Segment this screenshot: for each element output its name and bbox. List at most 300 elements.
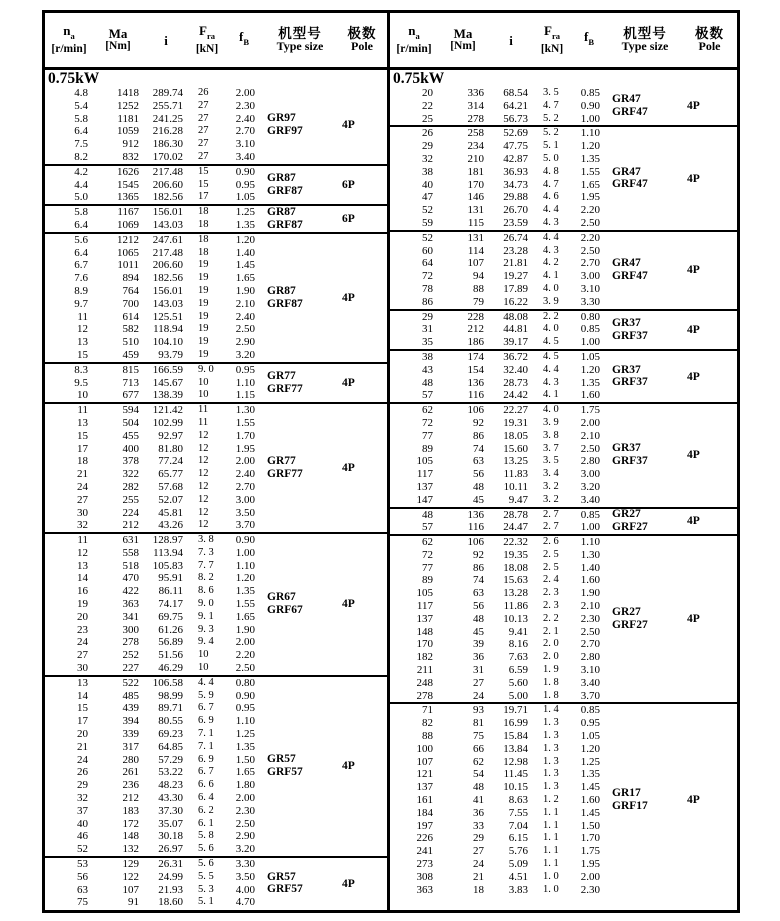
cell-fb: 0.90 xyxy=(580,99,600,112)
cell-fb: 1.45 xyxy=(235,259,255,272)
col-header-cn: 极数 xyxy=(347,26,377,41)
cell-ma: 258 xyxy=(467,127,484,140)
cell-na: 13 xyxy=(77,336,88,349)
cell-i: 52.07 xyxy=(158,493,183,506)
cell-na: 57 xyxy=(422,521,433,534)
col-header-symbol: F xyxy=(544,22,552,38)
cell-fra: 5. 9 xyxy=(198,689,214,701)
cell-fb: 3.50 xyxy=(235,870,255,883)
col-header-subscript: a xyxy=(415,31,420,42)
cell-na: 27 xyxy=(77,493,88,506)
table-row xyxy=(390,87,737,100)
cell-na: 6.7 xyxy=(74,259,88,272)
cell-i: 68.54 xyxy=(503,87,528,99)
cell-fra: 4. 4 xyxy=(543,204,559,216)
cell-i: 48.23 xyxy=(158,779,183,792)
table-row xyxy=(45,884,387,897)
cell-na: 147 xyxy=(416,493,433,506)
cell-ma: 485 xyxy=(122,689,139,702)
table-row xyxy=(390,336,737,349)
table-row xyxy=(45,715,387,728)
cell-fb: 0.95 xyxy=(580,717,600,730)
cell-ma: 170 xyxy=(467,178,484,191)
col-header-en: Type size xyxy=(621,39,669,53)
cell-ma: 48 xyxy=(473,781,484,794)
cell-i: 51.56 xyxy=(158,649,183,662)
cell-fb: 1.00 xyxy=(580,336,600,349)
cell-fra: 9. 1 xyxy=(198,610,214,622)
table-row xyxy=(390,494,737,507)
cell-fra: 9. 0 xyxy=(198,598,214,610)
table-row xyxy=(390,455,737,468)
col-header-type xyxy=(608,27,682,53)
cell-fb: 2.70 xyxy=(235,480,255,493)
cell-ma: 24 xyxy=(473,689,484,702)
table-row xyxy=(45,138,387,151)
cell-na: 248 xyxy=(416,676,433,689)
table-row xyxy=(390,562,737,575)
type-size-line: GR47 xyxy=(612,257,641,270)
cell-fra: 8. 6 xyxy=(198,585,214,597)
cell-fra: 3. 5 xyxy=(543,87,559,98)
cell-fra: 9. 3 xyxy=(198,623,214,635)
type-size-label xyxy=(267,285,303,311)
cell-fra: 4. 7 xyxy=(543,178,559,190)
cell-fra: 1. 8 xyxy=(543,689,559,701)
cell-fb: 2.50 xyxy=(580,244,600,257)
table-row xyxy=(390,232,737,245)
cell-na: 38 xyxy=(422,165,433,178)
cell-fra: 2. 3 xyxy=(543,587,559,599)
cell-fb: 1.00 xyxy=(580,521,600,534)
col-header-symbol: Ma xyxy=(453,26,473,41)
col-header-pole xyxy=(682,27,737,53)
table-row xyxy=(45,364,387,377)
cell-na: 31 xyxy=(422,323,433,336)
cell-fb: 1.35 xyxy=(580,376,600,389)
cell-i: 15.63 xyxy=(503,574,528,587)
pole-label: 4P xyxy=(342,119,355,132)
table-row xyxy=(390,468,737,481)
table-row xyxy=(390,191,737,204)
cell-fra: 4. 5 xyxy=(543,336,559,348)
table-row xyxy=(390,574,737,587)
table-row xyxy=(45,125,387,138)
cell-fra: 10 xyxy=(198,662,209,674)
cell-fra: 18 xyxy=(198,246,209,258)
cell-i: 39.17 xyxy=(503,336,528,349)
cell-i: 44.81 xyxy=(503,323,528,336)
cell-ma: 280 xyxy=(122,753,139,766)
table-row xyxy=(390,257,737,270)
col-header-i xyxy=(143,34,189,47)
cell-fb: 2.70 xyxy=(580,638,600,651)
cell-fra: 2. 0 xyxy=(543,638,559,650)
table-row xyxy=(390,377,737,390)
cell-na: 52 xyxy=(422,231,433,244)
cell-fb: 1.25 xyxy=(580,755,600,768)
cell-fb: 3.70 xyxy=(580,689,600,702)
table-row xyxy=(45,507,387,520)
type-size-label xyxy=(612,93,648,119)
cell-ma: 181 xyxy=(467,165,484,178)
cell-fb: 1.90 xyxy=(235,623,255,636)
cell-ma: 48 xyxy=(473,612,484,625)
col-header-symbol: n xyxy=(408,22,416,38)
cell-na: 29 xyxy=(422,310,433,323)
cell-fra: 27 xyxy=(198,150,209,162)
pole-label: 4P xyxy=(342,291,355,304)
cell-i: 145.67 xyxy=(152,376,183,389)
cell-ma: 255 xyxy=(122,493,139,506)
cell-fra: 27 xyxy=(198,125,209,137)
cell-fra: 19 xyxy=(198,348,209,360)
cell-na: 26 xyxy=(422,127,433,140)
cell-fra: 19 xyxy=(198,259,209,271)
table-row xyxy=(390,113,737,126)
cell-i: 18.08 xyxy=(503,561,528,574)
col-header-na xyxy=(45,24,93,56)
cell-fra: 5. 6 xyxy=(198,858,214,870)
cell-i: 26.97 xyxy=(158,843,183,856)
cell-ma: 261 xyxy=(122,766,139,779)
table-row xyxy=(390,323,737,336)
cell-na: 17 xyxy=(77,442,88,455)
cell-na: 57 xyxy=(422,389,433,402)
col-header-symbol: n xyxy=(63,22,71,38)
col-header-symbol: f xyxy=(583,29,589,45)
cell-i: 30.18 xyxy=(158,830,183,843)
cell-fb: 2.00 xyxy=(580,870,600,883)
cell-na: 22 xyxy=(422,99,433,112)
cell-i: 11.45 xyxy=(503,768,528,781)
cell-na: 27 xyxy=(77,649,88,662)
table-row xyxy=(390,389,737,402)
cell-fra: 1. 9 xyxy=(543,664,559,676)
pole-label: 4P xyxy=(342,376,355,389)
cell-i: 5.09 xyxy=(508,858,528,871)
cell-na: 363 xyxy=(416,883,433,896)
table-row xyxy=(45,858,387,871)
table-row xyxy=(45,100,387,113)
cell-i: 11.86 xyxy=(503,600,528,613)
cell-i: 241.25 xyxy=(152,112,183,125)
cell-fra: 18 xyxy=(198,233,209,245)
cell-na: 47 xyxy=(422,191,433,204)
cell-ma: 363 xyxy=(122,598,139,611)
cell-fra: 4. 6 xyxy=(543,191,559,203)
cell-fra: 1. 8 xyxy=(543,676,559,688)
cell-fra: 6. 9 xyxy=(198,715,214,727)
table-row xyxy=(45,389,387,402)
type-size-line: GRF17 xyxy=(612,800,648,813)
cell-i: 15.60 xyxy=(503,442,528,455)
table-row xyxy=(45,560,387,573)
type-size-line: GRF57 xyxy=(267,766,303,779)
cell-ma: 63 xyxy=(473,455,484,468)
cell-ma: 56 xyxy=(473,468,484,481)
cell-i: 98.99 xyxy=(158,689,183,702)
cell-ma: 88 xyxy=(473,282,484,295)
cell-na: 12 xyxy=(77,546,88,559)
cell-i: 32.40 xyxy=(503,363,528,376)
cell-ma: 339 xyxy=(122,728,139,741)
cell-i: 255.71 xyxy=(152,99,183,112)
table-row xyxy=(390,509,737,522)
cell-ma: 631 xyxy=(122,534,139,547)
table-row xyxy=(45,598,387,611)
cell-ma: 129 xyxy=(122,858,139,871)
cell-fb: 2.50 xyxy=(235,817,255,830)
cell-fra: 1. 1 xyxy=(543,858,559,870)
cell-fb: 0.95 xyxy=(235,702,255,715)
cell-fra: 10 xyxy=(198,389,209,401)
table-row xyxy=(45,272,387,285)
cell-na: 20 xyxy=(422,87,433,99)
cell-fra: 19 xyxy=(198,323,209,335)
cell-fb: 3.00 xyxy=(580,270,600,283)
gear-rating-table xyxy=(42,10,740,913)
cell-na: 60 xyxy=(422,244,433,257)
cell-fb: 3.30 xyxy=(580,295,600,308)
cell-i: 182.56 xyxy=(152,191,183,204)
pole-label: 4P xyxy=(342,598,355,611)
cell-i: 186.30 xyxy=(152,138,183,151)
cell-fb: 1.90 xyxy=(580,587,600,600)
cell-ma: 75 xyxy=(473,730,484,743)
cell-ma: 614 xyxy=(122,310,139,323)
cell-fra: 7. 3 xyxy=(198,546,214,558)
cell-fb: 1.00 xyxy=(580,112,600,125)
cell-fb: 1.00 xyxy=(235,546,255,559)
table-row xyxy=(390,858,737,871)
table-row xyxy=(390,832,737,845)
cell-i: 104.10 xyxy=(152,336,183,349)
pole-label: 6P xyxy=(342,212,355,225)
cell-ma: 1065 xyxy=(117,246,139,259)
cell-na: 82 xyxy=(422,717,433,730)
cell-na: 53 xyxy=(77,858,88,871)
cell-na: 273 xyxy=(416,858,433,871)
cell-i: 69.23 xyxy=(158,728,183,741)
cell-ma: 39 xyxy=(473,638,484,651)
type-size-label xyxy=(612,364,648,390)
cell-ma: 24 xyxy=(473,858,484,871)
cell-i: 42.87 xyxy=(503,152,528,165)
type-size-line: GRF27 xyxy=(612,619,648,632)
cell-fra: 4. 4 xyxy=(543,231,559,243)
cell-ma: 252 xyxy=(122,649,139,662)
cell-na: 32 xyxy=(422,152,433,165)
cell-fra: 7. 7 xyxy=(198,559,214,571)
type-size-label xyxy=(267,113,303,139)
cell-fra: 27 xyxy=(198,99,209,111)
table-row xyxy=(45,443,387,456)
cell-ma: 41 xyxy=(473,794,484,807)
cell-i: 7.63 xyxy=(508,651,528,664)
cell-ma: 1365 xyxy=(117,191,139,204)
type-size-line: GR87 xyxy=(267,206,296,219)
table-row xyxy=(390,283,737,296)
cell-ma: 300 xyxy=(122,623,139,636)
cell-fra: 5. 8 xyxy=(198,830,214,842)
col-header-subscript: B xyxy=(243,37,249,48)
cell-fb: 1.40 xyxy=(235,246,255,259)
cell-ma: 114 xyxy=(467,244,484,257)
cell-i: 8.63 xyxy=(508,794,528,807)
col-header-cn: 极数 xyxy=(695,26,724,41)
table-row xyxy=(45,247,387,260)
cell-i: 121.42 xyxy=(152,404,183,417)
type-size-line: GR77 xyxy=(267,370,296,383)
cell-ma: 1212 xyxy=(117,233,139,246)
cell-i: 4.51 xyxy=(508,870,528,883)
pole-label: 4P xyxy=(687,515,700,528)
cell-na: 78 xyxy=(422,282,433,295)
cell-ma: 210 xyxy=(467,152,484,165)
col-header-na xyxy=(390,24,438,56)
cell-na: 46 xyxy=(77,830,88,843)
table-row xyxy=(390,781,737,794)
table-row xyxy=(45,404,387,417)
cell-na: 226 xyxy=(416,832,433,845)
table-row xyxy=(45,336,387,349)
cell-na: 197 xyxy=(416,819,433,832)
rating-block xyxy=(390,309,737,349)
cell-fra: 19 xyxy=(198,297,209,309)
cell-na: 121 xyxy=(416,768,433,781)
cell-ma: 91 xyxy=(128,896,139,909)
cell-ma: 81 xyxy=(473,717,484,730)
cell-fra: 1. 1 xyxy=(543,806,559,818)
cell-fra: 3. 8 xyxy=(543,429,559,441)
cell-fb: 1.20 xyxy=(580,363,600,376)
col-header-unit: [Nm] xyxy=(450,40,476,52)
cell-fb: 1.95 xyxy=(580,191,600,204)
cell-i: 12.98 xyxy=(503,755,528,768)
cell-fb: 3.20 xyxy=(235,843,255,856)
cell-ma: 1167 xyxy=(117,206,139,219)
table-row xyxy=(390,100,737,113)
cell-fb: 1.10 xyxy=(235,559,255,572)
cell-ma: 186 xyxy=(467,336,484,349)
cell-i: 43.26 xyxy=(158,519,183,532)
cell-ma: 56 xyxy=(473,600,484,613)
cell-fb: 1.50 xyxy=(235,753,255,766)
cell-ma: 154 xyxy=(467,363,484,376)
cell-na: 48 xyxy=(422,508,433,521)
cell-fb: 3.70 xyxy=(235,519,255,532)
cell-na: 62 xyxy=(422,536,433,549)
cell-ma: 45 xyxy=(473,625,484,638)
cell-ma: 27 xyxy=(473,845,484,858)
cell-i: 77.24 xyxy=(158,455,183,468)
cell-fb: 1.20 xyxy=(235,233,255,246)
cell-na: 43 xyxy=(422,363,433,376)
cell-i: 18.05 xyxy=(503,429,528,442)
table-row xyxy=(390,638,737,651)
cell-na: 6.4 xyxy=(74,218,88,231)
cell-ma: 234 xyxy=(467,140,484,153)
cell-na: 25 xyxy=(422,112,433,125)
cell-fra: 1. 3 xyxy=(543,742,559,754)
table-row xyxy=(45,636,387,649)
cell-fra: 3. 4 xyxy=(543,468,559,480)
cell-na: 72 xyxy=(422,270,433,283)
col-header-ma xyxy=(93,27,143,53)
cell-i: 57.68 xyxy=(158,480,183,493)
cell-fra: 2. 4 xyxy=(543,574,559,586)
cell-fb: 0.85 xyxy=(580,704,600,717)
cell-fb: 2.00 xyxy=(235,87,255,99)
cell-na: 15 xyxy=(77,348,88,361)
cell-fb: 3.20 xyxy=(580,480,600,493)
cell-ma: 27 xyxy=(473,676,484,689)
cell-na: 48 xyxy=(422,376,433,389)
table-row xyxy=(390,717,737,730)
cell-na: 86 xyxy=(422,295,433,308)
cell-fb: 2.10 xyxy=(580,429,600,442)
pole-label: 4P xyxy=(687,264,700,277)
cell-fra: 5. 5 xyxy=(198,870,214,882)
cell-fra: 12 xyxy=(198,429,209,441)
pole-label: 4P xyxy=(342,760,355,773)
cell-i: 156.01 xyxy=(152,206,183,219)
rating-block xyxy=(390,349,737,402)
cell-na: 15 xyxy=(77,702,88,715)
type-size-line: GRF97 xyxy=(267,125,303,138)
cell-i: 47.75 xyxy=(503,140,528,153)
cell-ma: 107 xyxy=(122,883,139,896)
cell-na: 11 xyxy=(77,534,88,547)
cell-fra: 1. 0 xyxy=(543,883,559,895)
pole-label: 4P xyxy=(687,613,700,626)
table-row xyxy=(390,690,737,703)
cell-i: 64.85 xyxy=(158,740,183,753)
cell-ma: 282 xyxy=(122,480,139,493)
cell-fb: 2.20 xyxy=(580,231,600,244)
cell-fb: 2.30 xyxy=(235,804,255,817)
cell-ma: 172 xyxy=(122,817,139,830)
cell-fb: 1.30 xyxy=(235,404,255,417)
col-header-subscript: ra xyxy=(206,31,215,42)
cell-fb: 2.00 xyxy=(580,416,600,429)
cell-i: 125.51 xyxy=(152,310,183,323)
col-header-fb xyxy=(570,30,608,49)
table-row xyxy=(390,730,737,743)
cell-na: 107 xyxy=(416,755,433,768)
cell-fb: 2.80 xyxy=(580,455,600,468)
cell-fra: 3. 7 xyxy=(543,442,559,454)
table-row xyxy=(45,191,387,204)
cell-ma: 36 xyxy=(473,651,484,664)
rating-block xyxy=(45,164,387,204)
cell-i: 7.55 xyxy=(508,806,528,819)
cell-fb: 2.30 xyxy=(580,883,600,896)
cell-fb: 1.20 xyxy=(235,572,255,585)
table-row xyxy=(45,298,387,311)
table-row xyxy=(45,494,387,507)
cell-ma: 94 xyxy=(473,270,484,283)
cell-na: 63 xyxy=(77,883,88,896)
cell-fra: 27 xyxy=(198,138,209,150)
cell-na: 6.4 xyxy=(74,246,88,259)
table-row xyxy=(45,87,387,100)
col-header-symbol: Ma xyxy=(108,26,128,41)
cell-ma: 236 xyxy=(122,779,139,792)
cell-fra: 2. 7 xyxy=(543,521,559,533)
cell-ma: 224 xyxy=(122,506,139,519)
